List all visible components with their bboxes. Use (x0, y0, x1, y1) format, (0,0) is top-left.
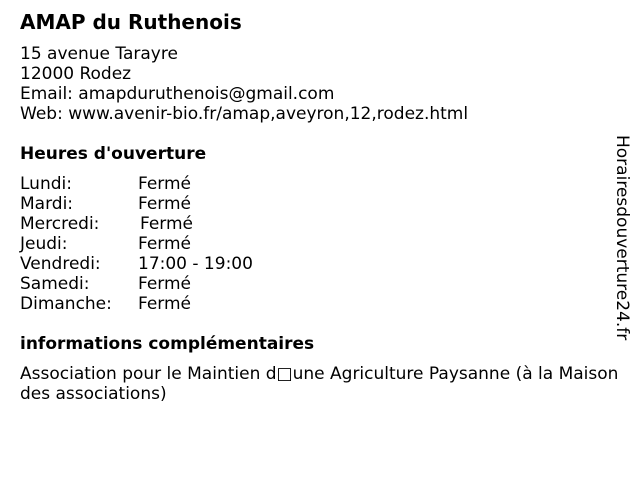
hours-value: Fermé (138, 294, 192, 314)
hours-value: Fermé (138, 194, 192, 214)
day-label: Mercredi: (20, 214, 100, 234)
site-watermark: Horairesdouverture24.fr (612, 135, 632, 341)
hours-value: Fermé (138, 174, 192, 194)
day-label: Vendredi: (20, 254, 101, 274)
day-label: Mardi: (20, 194, 74, 214)
business-name: AMAP du Ruthenois (20, 10, 242, 34)
email-line: Email: amapduruthenois@gmail.com (20, 84, 335, 104)
day-label: Jeudi: (20, 234, 68, 254)
city-postal: 12000 Rodez (20, 64, 132, 84)
hours-value: Fermé (138, 274, 192, 294)
street-address: 15 avenue Tarayre (20, 44, 178, 64)
hours-value: Fermé (138, 234, 192, 254)
web-line: Web: www.avenir-bio.fr/amap,aveyron,12,rodez.html (20, 104, 469, 124)
info-description: Association pour le Maintien d□une Agriculture Paysanne (à la Maison des associations) (20, 364, 619, 404)
day-label: Lundi: (20, 174, 72, 194)
day-label: Dimanche: (20, 294, 112, 314)
hours-heading: Heures d'ouverture (20, 144, 207, 164)
hours-value: Fermé (140, 214, 194, 234)
address-block (20, 44, 468, 124)
hours-value: 17:00 - 19:00 (138, 254, 253, 274)
day-label: Samedi: (20, 274, 90, 294)
info-heading: informations complémentaires (20, 334, 315, 354)
